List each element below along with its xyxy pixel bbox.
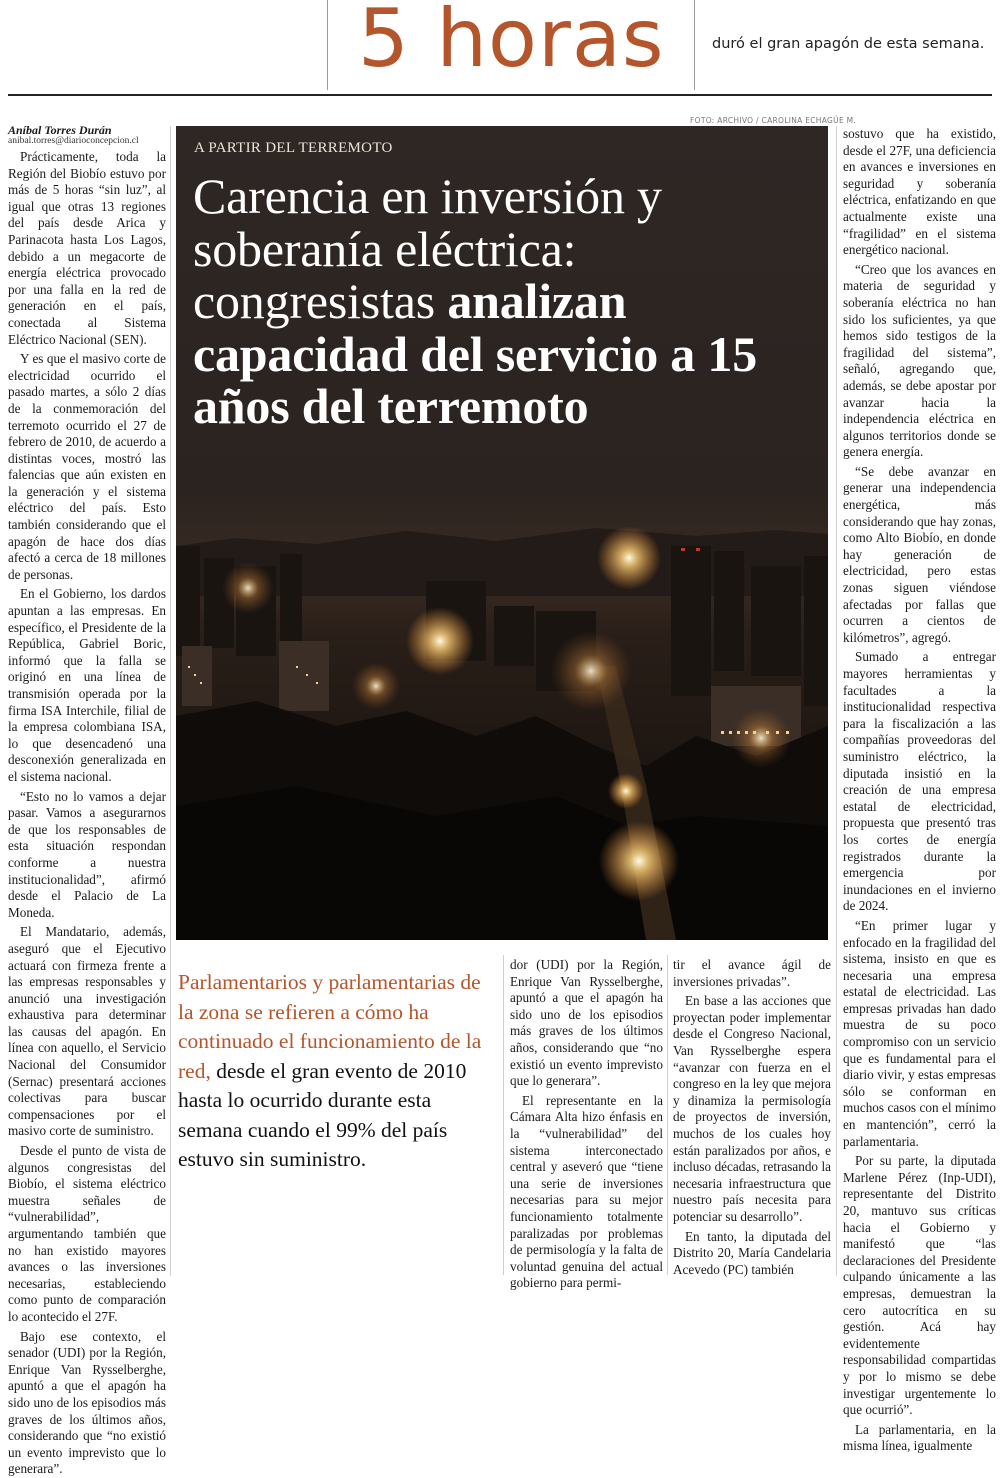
header-left-rule: [327, 0, 328, 90]
column-rule: [836, 126, 837, 1276]
header-divider: [8, 94, 992, 96]
paragraph: Por su parte, la diputada Marlene Pérez (Inp-UDI), representante del Distrito 20, mantuvo sus críticas hacia el Gobierno y manifestó que “las declaraciones del Presidente culpando únicamente a las empresas, demuestran la cero autocrítica en su gestión. Acá hay evidentemente responsabilidad compartidas y por lo mismo se debe investigar urgentemente lo que ocurrió”.: [843, 1153, 996, 1418]
header-subtitle: duró el gran apagón de esta semana.: [712, 36, 985, 52]
lede-highlight: Parlamentarios y parlamentarias de la zona se refieren a cómo ha continuado el funcionamiento de la red,: [178, 970, 482, 1083]
lede: [178, 968, 496, 1175]
paragraph: “Esto no lo vamos a dejar pasar. Vamos a asegurarnos de que los responsables de esta situación respondan conforme a nuestra institucionalidad”, afirmó desde el Palacio de La Moneda.: [8, 788, 166, 920]
paragraph: dor (UDI) por la Región, Enrique Van Rysselberghe, apuntó a que el apagón ha sido uno de los episodios más graves de los últimos años, considerando que “no existió un evento imprevisto que lo generara”.: [510, 957, 663, 1089]
paragraph: Desde el punto de vista de algunos congresistas del Biobío, el sistema eléctrico muestra señales de “vulnerabilidad”, argumentando también que no han existido mayores avances o las inversiones necesarias, estableciendo como punto de comparación lo acontecido el 27F.: [8, 1143, 166, 1324]
paragraph: El representante en la Cámara Alta hizo énfasis en la “vulnerabilidad” del sistema interconectado central y aseveró que “tiene una serie de inversiones necesarias para su mejor funcionamiento totalmente paralizadas por problemas de permisología y la falta de voluntad genuina del actual gobierno para permi-: [510, 1092, 663, 1291]
photo-credit: FOTO: ARCHIVO / CAROLINA ECHAGÜE M.: [690, 116, 857, 125]
lede-text: desde el gran evento de 2010 hasta lo ocurrido durante esta semana cuando el 99% del país estuvo sin suministro.: [178, 1058, 467, 1171]
header-right-rule: [694, 0, 695, 90]
article-column-4: [673, 957, 831, 1275]
paragraph: “En primer lugar y enfocado en la fragilidad del sistema, insisto en que es necesaria una empresa estatal de electricidad. Las empresas privadas han dado muestra de su poco compromiso con un servicio que es fundamental para el diario vivir, y estas empresas sólo se conforman en muchos casos con el mínimo en mantención”, cerró la parlamentaria.: [843, 917, 996, 1149]
paragraph: La parlamentaria, en la misma línea, igualmente: [843, 1421, 996, 1454]
kicker: A PARTIR DEL TERREMOTO: [194, 140, 393, 156]
author-name: Aníbal Torres Durán: [8, 123, 112, 137]
article-column-1: [8, 149, 166, 1477]
article-column-3: [510, 957, 663, 1291]
paragraph: El Mandatario, además, aseguró que el Ejecutivo actuará con firmeza frente a las empresas responsables y anunció una investigación exhaustiva para determinar las causas del apagón. En línea con aquello, el Servicio Nacional del Consumidor (Sernac) presentará acciones colectivas para buscar compensaciones por el masivo corte de suministro.: [8, 924, 166, 1139]
paragraph: sostuvo que ha existido, desde el 27F, una deficiencia en avances e inversiones en seguridad y soberanía eléctrica, enfatizando en que actualmente existe una “fragilidad” en el sistema energético nacional.: [843, 126, 996, 258]
column-rule: [170, 126, 171, 1276]
header-big-number: 5 horas: [358, 0, 665, 85]
paragraph: En el Gobierno, los dardos apuntan a las empresas. En específico, el Presidente de la República, Gabriel Boric, informó que la falla se originó en una línea de transmisión operada por la firma ISA Interchile, filial de la empresa colombiana ISA, lo que desencadenó una desconexión generalizada en el sistema nacional.: [8, 586, 166, 784]
headline-bold: analizan capacidad del servicio a 15 años del terremoto: [193, 273, 758, 434]
paragraph: “Creo que los avances en materia de seguridad y soberanía eléctrica no han sido los suficientes, ya que hemos sido testigos de la fragilidad del sistema”, señaló, agregando que, además, se debe apostar por avanzar hacia la independencia eléctrica en algunos territorios donde se genera energía.: [843, 261, 996, 460]
column-rule: [667, 955, 668, 1275]
paragraph: Y es que el masivo corte de electricidad ocurrido el pasado martes, a sólo 2 días de la conmemoración del terremoto ocurrido el 27 de febrero de 2010, de acuerdo a distintas voces, mostró las falencias que aún existen en la generación y el sistema eléctrico del país. Esto también considerando que el apagón de hace dos días afectó a cerca de 18 millones de personas.: [8, 351, 166, 582]
article-column-5: [843, 126, 996, 1454]
paragraph: En tanto, la diputada del Distrito 20, María Candelaria Acevedo (PC) también: [673, 1228, 831, 1277]
headline: [193, 170, 813, 433]
paragraph: tir el avance ágil de inversiones privadas”.: [673, 957, 831, 989]
paragraph: “Se debe avanzar en generar una independencia energética, más considerando que hay zonas, como Alto Biobío, en donde hay generación de electricidad, pero estas zonas siguen viéndose afectadas por fallas que ocurren a cientos de kilómetros”, agregó.: [843, 463, 996, 645]
paragraph: Sumado a entregar mayores herramientas y facultades a la institucionalidad respectiva para la fiscalización a las compañías proveedoras del suministro eléctrico, la diputada insistió en la creación de una empresa estatal de electricidad, propuesta que presentó tras los cortes de energía registrados durante la emergencia por inundaciones en el invierno de 2024.: [843, 649, 996, 914]
paragraph: Bajo ese contexto, el senador (UDI) por la Región, Enrique Van Rysselberghe, apuntó a que el apagón ha sido uno de los episodios más graves de los últimos años, considerando que “no existió un evento imprevisto que lo generara”.: [8, 1328, 166, 1477]
column-rule: [503, 955, 504, 1275]
author-email[interactable]: anibal.torres@diarioconcepcion.cl: [8, 136, 139, 146]
paragraph: Prácticamente, toda la Región del Biobío estuvo por más de 5 horas “sin luz”, al igual que otras 13 regiones del país desde Arica y Parinacota hasta Los Lagos, debido a un megacorte de energía eléctrica provocado por una falla en la red de generación en el país, conectada al Sistema Eléctrico Nacional (SEN).: [8, 149, 166, 347]
paragraph: En base a las acciones que proyectan poder implementar desde el Congreso Nacional, Van Rysselberghe espera “avanzar con fuerza en el congreso en la ley que mejora y dinamiza la permisología de proyectos de inversión, muchos de los cuales hoy están paralizados por años, e incluso décadas, retrasando la necesaria infraestructura que nuestro país necesita para potenciar su desarrollo”.: [673, 993, 831, 1224]
night-city-photo: [176, 126, 828, 940]
headline-light: Carencia en inversión y soberanía eléctrica: congresistas: [193, 168, 662, 329]
